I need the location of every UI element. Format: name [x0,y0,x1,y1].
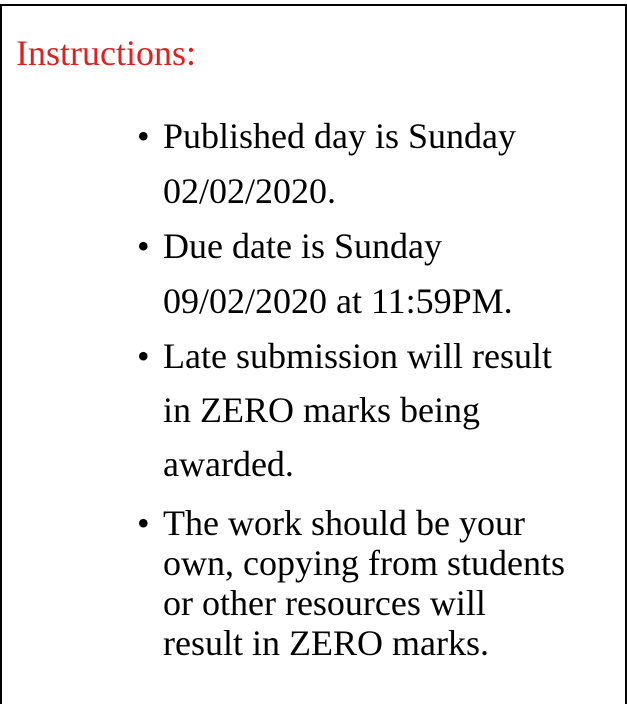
instructions-title: Instructions: [16,33,196,73]
list-item-own-work [0,503,627,663]
list-item-line: The work should be your [163,503,525,543]
list-item-line: result in ZERO marks. [163,623,489,663]
list-item-late-submission [0,329,627,491]
bullet-icon: • [137,336,150,376]
list-item-line: Published day is Sunday [163,116,517,156]
list-item-line: Late submission will result [163,336,552,376]
list-item-line: Due date is Sunday [163,226,442,266]
instructions-list [0,109,627,663]
bullet-icon: • [137,116,150,156]
list-item-line: in ZERO marks being [163,390,480,430]
list-item-line: awarded. [163,444,294,484]
list-item-line: own, copying from students [163,543,565,583]
bullet-icon: • [137,226,150,266]
list-item-due-date [0,219,627,329]
list-item-line: 09/02/2020 at 11:59PM. [163,281,513,321]
list-item-line: or other resources will [163,583,486,623]
bullet-icon: • [137,503,150,543]
list-item-published-date [0,109,627,219]
list-item-line: 02/02/2020. [163,171,337,211]
